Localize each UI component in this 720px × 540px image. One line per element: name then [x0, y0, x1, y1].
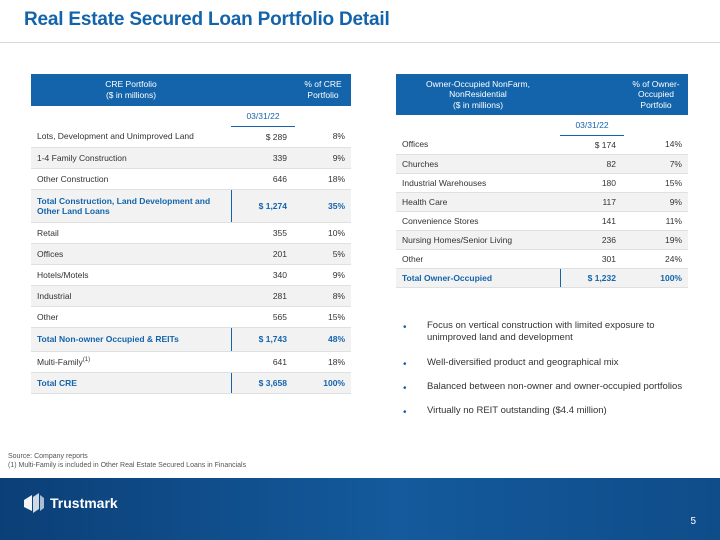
row-pct: 8%: [295, 285, 351, 306]
footnote-line: (1) Multi-Family is included in Other Real Estate Secured Loans in Financials: [8, 462, 247, 470]
list-item: [403, 405, 693, 417]
row-pct: 100%: [295, 372, 351, 393]
bullet-text: Balanced between non-owner and owner-occupied portfolios: [427, 381, 683, 393]
row-label: Hotels/Motels: [31, 264, 231, 285]
oo-header-pct-line1: % of Owner-: [632, 78, 680, 89]
logo-text: Trustmark: [50, 495, 118, 511]
source-line: Source: Company reports: [8, 453, 88, 460]
table-row-total: [31, 189, 351, 222]
cre-portfolio-table: [31, 74, 351, 394]
row-label: Offices: [396, 135, 560, 154]
row-label: Total Owner-Occupied: [396, 268, 560, 287]
row-pct: 35%: [295, 189, 351, 222]
table-row: [396, 230, 688, 249]
cre-header-pct-line2: Portfolio: [307, 90, 339, 100]
row-value: $ 1,232: [560, 268, 624, 287]
oo-header-pct: [624, 74, 688, 115]
table-row: [396, 192, 688, 211]
row-pct: 9%: [295, 264, 351, 285]
page-title: Real Estate Secured Loan Portfolio Detail: [24, 9, 390, 30]
cre-table-header: [31, 74, 351, 106]
owner-occupied-table: [396, 74, 688, 288]
logo-mark-icon: [22, 492, 46, 514]
row-value: 236: [560, 230, 624, 249]
cre-header-pct: [295, 74, 351, 106]
row-label: Other: [396, 249, 560, 268]
table-row-total: [31, 372, 351, 393]
table-row: [31, 222, 351, 243]
table-row: [31, 351, 351, 372]
row-label: Total Non-owner Occupied & REITs: [31, 327, 231, 351]
row-label: Health Care: [396, 192, 560, 211]
oo-date: 03/31/22: [560, 115, 624, 135]
table-row: [31, 285, 351, 306]
key-points-list: [403, 320, 693, 430]
table-row: [31, 168, 351, 189]
row-pct: 14%: [624, 135, 688, 154]
row-pct: 100%: [624, 268, 688, 287]
row-value: 82: [560, 154, 624, 173]
row-value: $ 289: [231, 126, 295, 147]
row-pct: 15%: [295, 306, 351, 327]
cre-header-blank: [231, 74, 295, 106]
row-pct: 8%: [295, 126, 351, 147]
source-note: [8, 452, 246, 470]
row-pct: 24%: [624, 249, 688, 268]
row-label: Other: [31, 306, 231, 327]
list-item: [403, 320, 693, 345]
bullet-text: Virtually no REIT outstanding ($4.4 million): [427, 405, 607, 417]
row-pct: 18%: [295, 168, 351, 189]
row-label: Retail: [31, 222, 231, 243]
row-value: 281: [231, 285, 295, 306]
table-row: [31, 126, 351, 147]
oo-header-line1: Owner-Occupied NonFarm,: [426, 78, 530, 89]
table-row-total: [31, 327, 351, 351]
cre-header-pct-line1: % of CRE: [304, 79, 342, 90]
oo-header-blank: [560, 74, 624, 115]
cre-header-line1: CRE Portfolio: [105, 79, 157, 90]
row-label: Nursing Homes/Senior Living: [396, 230, 560, 249]
row-label: Industrial: [31, 285, 231, 306]
row-pct: 18%: [295, 351, 351, 372]
row-value: 339: [231, 147, 295, 168]
oo-header-line2: NonResidential: [449, 89, 507, 100]
row-label: 1-4 Family Construction: [31, 147, 231, 168]
row-pct: 48%: [295, 327, 351, 351]
row-pct: 9%: [295, 147, 351, 168]
row-label: Convenience Stores: [396, 211, 560, 230]
list-item: [403, 357, 693, 369]
table-row: [396, 173, 688, 192]
oo-date-row: [396, 115, 688, 135]
row-pct: 5%: [295, 243, 351, 264]
table-row-total: [396, 268, 688, 287]
row-value: 646: [231, 168, 295, 189]
row-pct: 19%: [624, 230, 688, 249]
bullet-icon: •: [403, 358, 407, 370]
row-pct: 7%: [624, 154, 688, 173]
row-value: 180: [560, 173, 624, 192]
row-label-text: Multi-Family: [37, 356, 83, 367]
row-value: 340: [231, 264, 295, 285]
table-row: [31, 264, 351, 285]
bullet-icon: •: [403, 407, 407, 419]
trustmark-logo: [22, 492, 118, 514]
row-label: Lots, Development and Unimproved Land: [31, 126, 231, 147]
bullet-icon: •: [403, 383, 407, 395]
bullet-icon: •: [403, 322, 407, 333]
oo-table-header: [396, 74, 688, 115]
row-label: [31, 351, 231, 372]
row-value: 117: [560, 192, 624, 211]
row-value: 565: [231, 306, 295, 327]
row-value: $ 1,274: [231, 189, 295, 222]
row-pct: 11%: [624, 211, 688, 230]
cre-date: 03/31/22: [231, 106, 295, 126]
oo-header-description: [396, 74, 560, 115]
row-value: $ 3,658: [231, 372, 295, 393]
oo-header-line3: ($ in millions): [452, 99, 504, 110]
footnote-marker: (1): [82, 356, 91, 363]
row-value: 641: [231, 351, 295, 372]
page-number: 5: [690, 516, 696, 527]
table-row: [396, 154, 688, 173]
bullet-text: Well-diversified product and geographical mix: [427, 356, 619, 368]
row-value: $ 1,743: [231, 327, 295, 351]
row-value: 301: [560, 249, 624, 268]
row-label: Total Construction, Land Development and Other Land Loans: [31, 189, 231, 222]
oo-header-pct-line3: Portfolio: [640, 99, 672, 110]
cre-header-line2: ($ in millions): [105, 90, 157, 100]
row-label: Other Construction: [31, 168, 231, 189]
row-value: 141: [560, 211, 624, 230]
row-value: $ 174: [560, 135, 624, 154]
footer-band: [0, 478, 720, 540]
list-item: [403, 381, 693, 393]
cre-date-row: [31, 106, 351, 126]
table-row: [396, 249, 688, 268]
row-label: Total CRE: [31, 372, 231, 393]
title-divider: [0, 42, 720, 43]
table-row: [31, 243, 351, 264]
table-row: [396, 135, 688, 154]
table-row: [31, 147, 351, 168]
row-pct: 9%: [624, 192, 688, 211]
row-label: Churches: [396, 154, 560, 173]
table-row: [31, 306, 351, 327]
oo-header-pct-line2: Occupied: [638, 89, 674, 100]
row-label: Industrial Warehouses: [396, 173, 560, 192]
table-row: [396, 211, 688, 230]
bullet-text: Focus on vertical construction with limited exposure to unimproved land and development: [427, 320, 655, 344]
row-pct: 10%: [295, 222, 351, 243]
row-value: 355: [231, 222, 295, 243]
row-pct: 15%: [624, 173, 688, 192]
row-label: Offices: [31, 243, 231, 264]
cre-header-description: [31, 74, 231, 106]
row-value: 201: [231, 243, 295, 264]
